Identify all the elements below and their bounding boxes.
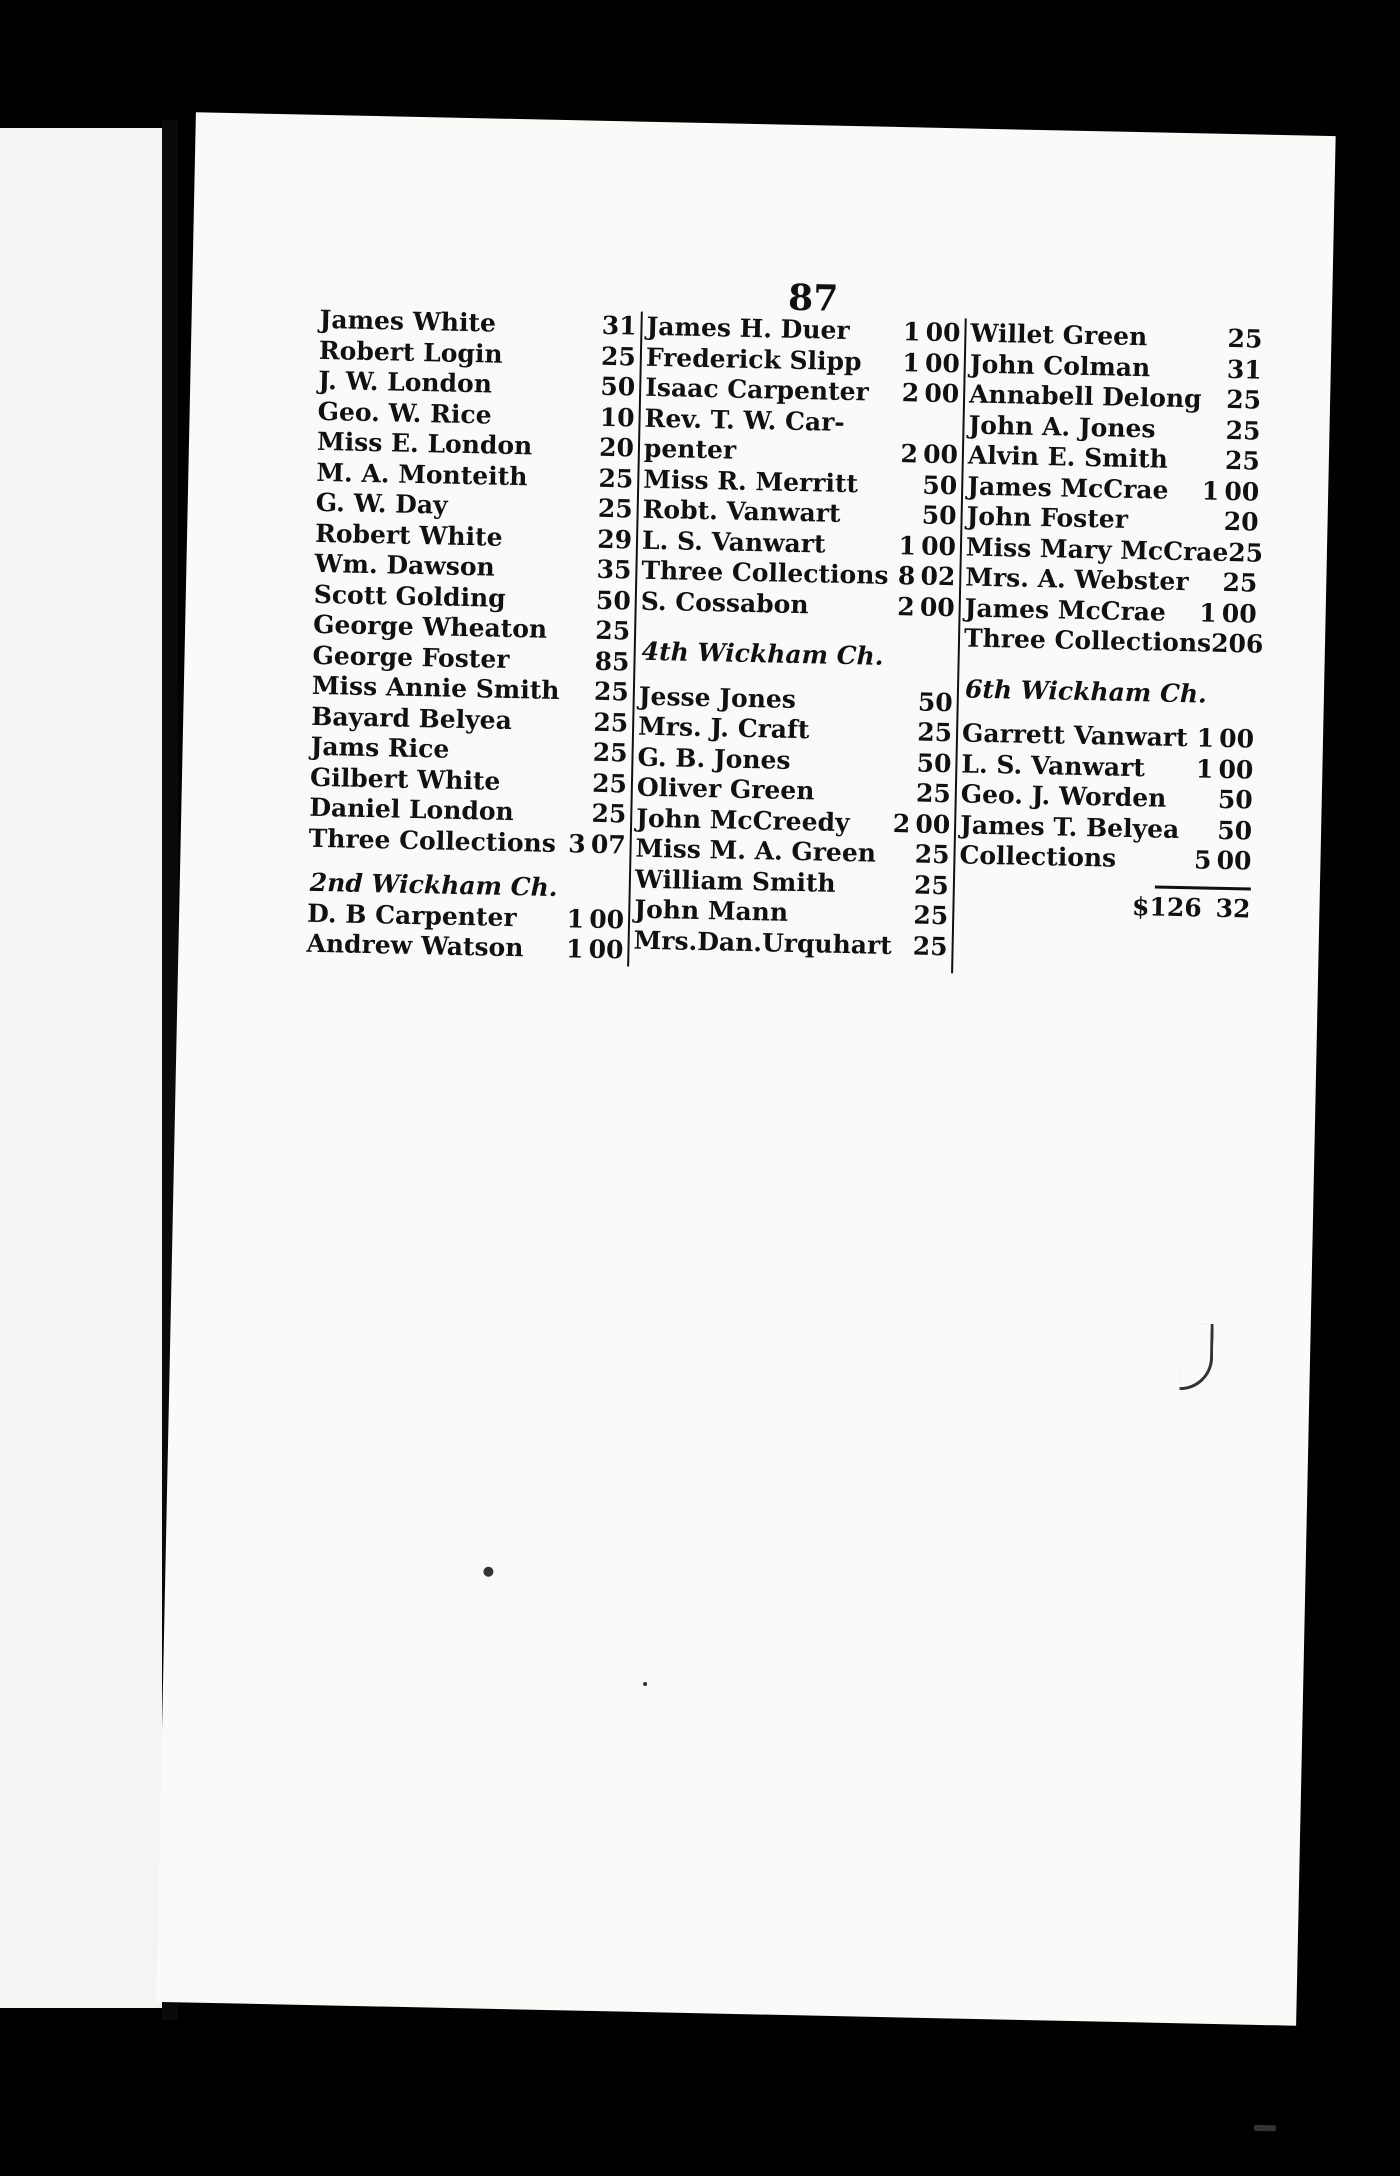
subscription-list (302, 305, 1275, 979)
amount-cents: 00 (922, 439, 959, 470)
column-2 (627, 312, 965, 973)
donor-name: Mrs. J. Craft (637, 711, 810, 745)
book-page (156, 112, 1335, 2025)
amount-dollars (564, 585, 591, 616)
amount-dollars: 2 (1210, 628, 1229, 659)
amount-dollars: 8 (897, 561, 916, 591)
donor-name: Collections (959, 840, 1117, 873)
amount-cents: 20 (598, 432, 635, 463)
amount-dollars (561, 768, 588, 799)
donor-name: Daniel London (309, 792, 515, 827)
donor-name: J. W. London (318, 365, 493, 399)
section-heading: 2nd Wickham Ch. (309, 867, 558, 903)
amount-dollars: 5 (1193, 845, 1212, 875)
amount-dollars (561, 737, 588, 768)
amount-dollars: 1 (1196, 723, 1215, 753)
amount-cents: 00 (925, 317, 961, 348)
amount-cents: 25 (592, 737, 628, 768)
amount-cents: 31 (601, 310, 637, 341)
amount-cents: 50 (916, 748, 952, 778)
section-heading: 6th Wickham Ch. (964, 674, 1208, 709)
amount-dollars (1186, 784, 1213, 815)
amount-cents: 00 (1218, 723, 1255, 754)
ink-speck (1254, 2125, 1276, 2131)
amount-cents: 50 (600, 371, 636, 402)
amount-cents: 25 (1226, 384, 1262, 415)
donor-name: Robert White (314, 518, 503, 552)
amount-dollars (886, 686, 913, 717)
donor-name: Garrett Vanwart (961, 718, 1188, 753)
donor-name: Miss E. London (316, 426, 533, 461)
amount-dollars (885, 747, 912, 778)
amount-cents: 00 (924, 348, 961, 378)
amount-dollars (884, 778, 911, 809)
donor-name: John Colman (969, 349, 1151, 382)
page-number: 87 (787, 276, 839, 320)
amount-cents: 50 (922, 470, 958, 500)
amount-cents: 25 (591, 798, 627, 829)
amount-cents: 25 (1227, 323, 1263, 354)
donor-name: Willet Green (970, 318, 1148, 352)
amount-dollars (1186, 815, 1213, 846)
grand-total (954, 888, 1255, 925)
donor-name: Rev. T. W. Car- (644, 403, 846, 437)
amount-dollars: 1 (1198, 597, 1217, 628)
amount-cents: 25 (1224, 445, 1261, 476)
donor-name: George Foster (312, 640, 510, 674)
amount-dollars (562, 707, 589, 738)
amount-dollars (563, 676, 590, 707)
amount-cents: 50 (1217, 784, 1254, 815)
donor-name: M. A. Monteith (316, 457, 528, 491)
amount-cents: 25 (1225, 415, 1261, 446)
donor-name: Frederick Slipp (645, 342, 862, 376)
amount-cents: 35 (596, 554, 632, 585)
amount-dollars: 2 (892, 808, 911, 838)
amount-dollars (890, 500, 917, 531)
donor-name: Jesse Jones (638, 681, 797, 714)
donor-name: Alvin E. Smith (967, 440, 1169, 474)
donor-name: Geo. W. Rice (317, 396, 492, 430)
amount-dollars (1201, 384, 1225, 415)
amount-cents: 25 (591, 768, 628, 798)
donor-name: Miss R. Merritt (643, 464, 859, 498)
donor-name: Annabell Delong (968, 379, 1202, 414)
amount-dollars (566, 524, 593, 555)
amount-cents: 00 (588, 934, 624, 965)
amount-cents: 00 (1221, 598, 1257, 629)
amount-cents: 50 (595, 585, 632, 615)
amount-cents: 25 (916, 717, 953, 748)
donor-name: James McCrae (966, 471, 1169, 505)
amount-cents: 00 (919, 592, 956, 622)
amount-cents: 25 (595, 615, 631, 646)
donor-name: G. W. Day (315, 487, 448, 520)
amount-cents: 25 (593, 707, 629, 737)
donor-name: John McCreedy (635, 803, 850, 837)
donor-name: Mrs.Dan.Urquhart (633, 925, 893, 960)
amount-dollars: 1 (898, 530, 917, 560)
donor-name: Jams Rice (310, 731, 450, 764)
amount-dollars (892, 408, 919, 439)
donor-name: John Foster (966, 501, 1129, 534)
donor-name: Three Collections (641, 555, 889, 590)
donor-name: L. S. Vanwart (961, 748, 1146, 782)
amount-dollars: 1 (565, 934, 584, 964)
amount-dollars (883, 839, 910, 870)
amount-dollars (570, 310, 597, 341)
amount-cents: 25 (600, 341, 637, 372)
amount-dollars (1196, 323, 1223, 354)
amount-dollars (1191, 567, 1218, 598)
total-cents: 32 (1215, 893, 1251, 924)
amount-dollars (883, 869, 910, 900)
amount-cents: 06 (1228, 629, 1264, 659)
amount-cents: 50 (1217, 815, 1253, 846)
amount-cents: 25 (913, 869, 950, 900)
amount-dollars (568, 402, 595, 433)
donor-name: Robert Login (318, 335, 503, 369)
amount-dollars: 1 (566, 903, 585, 934)
amount-dollars (886, 717, 913, 748)
total-rule (1155, 885, 1251, 890)
amount-cents: 10 (599, 402, 635, 433)
amount-dollars (891, 469, 918, 500)
amount-cents: 00 (1224, 476, 1260, 507)
amount-dollars: 2 (901, 378, 920, 408)
donor-name: penter (643, 433, 737, 465)
donor-name: Robt. Vanwart (642, 494, 841, 528)
amount-dollars: 1 (1195, 753, 1214, 784)
amount-cents: 00 (920, 531, 957, 561)
donor-name: Andrew Watson (306, 928, 524, 963)
donor-name: James McCrae (964, 592, 1167, 627)
donor-name: G. B. Jones (637, 742, 791, 775)
amount-cents: 00 (1216, 845, 1252, 876)
amount-dollars: 1 (902, 347, 921, 377)
donor-name: Geo. J. Worden (960, 779, 1167, 813)
donor-name: Bayard Belyea (310, 701, 513, 735)
donor-name: Scott Golding (313, 579, 507, 613)
donor-name: L. S. Vanwart (641, 525, 826, 559)
ink-mark (1179, 1323, 1213, 1391)
donor-name: James H. Duer (646, 311, 850, 346)
amount-dollars (563, 646, 590, 677)
column-3 (951, 318, 1267, 979)
amount-cents: 31 (1226, 354, 1263, 385)
donor-name: Three Collections (308, 823, 557, 858)
donor-name: D. B Carpenter (306, 898, 517, 932)
amount-cents: 25 (1228, 537, 1264, 568)
amount-dollars (567, 463, 594, 494)
amount-dollars: 2 (900, 439, 919, 469)
amount-dollars: 3 (567, 828, 586, 859)
donor-name: Three Collections (963, 623, 1212, 658)
amount-cents: 00 (924, 378, 960, 409)
amount-cents: 50 (921, 500, 957, 531)
donor-name: John Mann (634, 894, 789, 927)
amount-dollars: 1 (1201, 475, 1220, 506)
amount-dollars: 2 (897, 591, 916, 621)
amount-cents: 25 (915, 778, 952, 809)
amount-cents: 07 (590, 829, 626, 859)
amount-cents (918, 409, 963, 440)
amount-cents: 00 (915, 808, 951, 839)
amount-cents: 20 (1223, 506, 1259, 537)
list-item (629, 925, 952, 962)
donor-name: James T. Belyea (959, 809, 1180, 844)
ink-speck (483, 1567, 493, 1577)
amount-cents: 25 (913, 900, 949, 931)
donor-name: Miss Mary McCrae (965, 531, 1229, 567)
total-dollars: $126 (1131, 891, 1202, 923)
amount-cents: 00 (589, 904, 625, 934)
donor-name: S. Cossabon (640, 586, 809, 619)
amount-cents: 25 (593, 676, 630, 707)
amount-cents: 29 (596, 524, 633, 554)
amount-cents: 25 (598, 463, 634, 494)
list-item (302, 929, 628, 966)
amount-dollars (570, 341, 597, 372)
amount-cents: 00 (1218, 754, 1254, 785)
amount-cents: 25 (597, 493, 634, 524)
donor-name: Miss M. A. Green (635, 833, 877, 868)
amount-dollars (566, 493, 593, 524)
amount-cents: 25 (912, 930, 948, 961)
donor-name: Gilbert White (309, 762, 501, 796)
donor-name: James White (319, 304, 497, 338)
amount-dollars (569, 371, 596, 402)
donor-name: Mrs. A. Webster (965, 562, 1189, 597)
donor-name: Wm. Dawson (314, 548, 496, 582)
donor-name: Miss Annie Smith (311, 670, 560, 706)
amount-cents: 50 (917, 687, 954, 717)
amount-cents: 25 (914, 839, 950, 870)
amount-dollars (565, 554, 592, 585)
amount-dollars (1194, 415, 1221, 446)
amount-dollars (882, 900, 909, 931)
amount-dollars (1194, 445, 1221, 476)
donor-name: William Smith (634, 864, 836, 898)
amount-cents: 25 (1222, 567, 1258, 598)
section-heading: 4th Wickham Ch. (641, 636, 884, 671)
amount-dollars (891, 931, 913, 962)
amount-dollars (568, 432, 595, 463)
donor-name: George Wheaton (312, 609, 548, 644)
amount-dollars (1195, 354, 1222, 385)
donor-name: Oliver Green (636, 772, 815, 806)
amount-dollars: 1 (902, 317, 921, 347)
list-item (955, 840, 1256, 877)
amount-cents: 85 (594, 646, 630, 676)
amount-dollars (564, 615, 591, 646)
donor-name: Isaac Carpenter (644, 372, 870, 407)
amount-dollars (1192, 506, 1219, 537)
donor-name: John A. Jones (968, 410, 1156, 443)
facing-page-edge (0, 128, 162, 2008)
column-1 (302, 305, 641, 966)
amount-dollars (560, 798, 587, 829)
list-item (960, 623, 1264, 660)
amount-cents: 02 (920, 561, 956, 592)
ink-speck (643, 1682, 647, 1686)
